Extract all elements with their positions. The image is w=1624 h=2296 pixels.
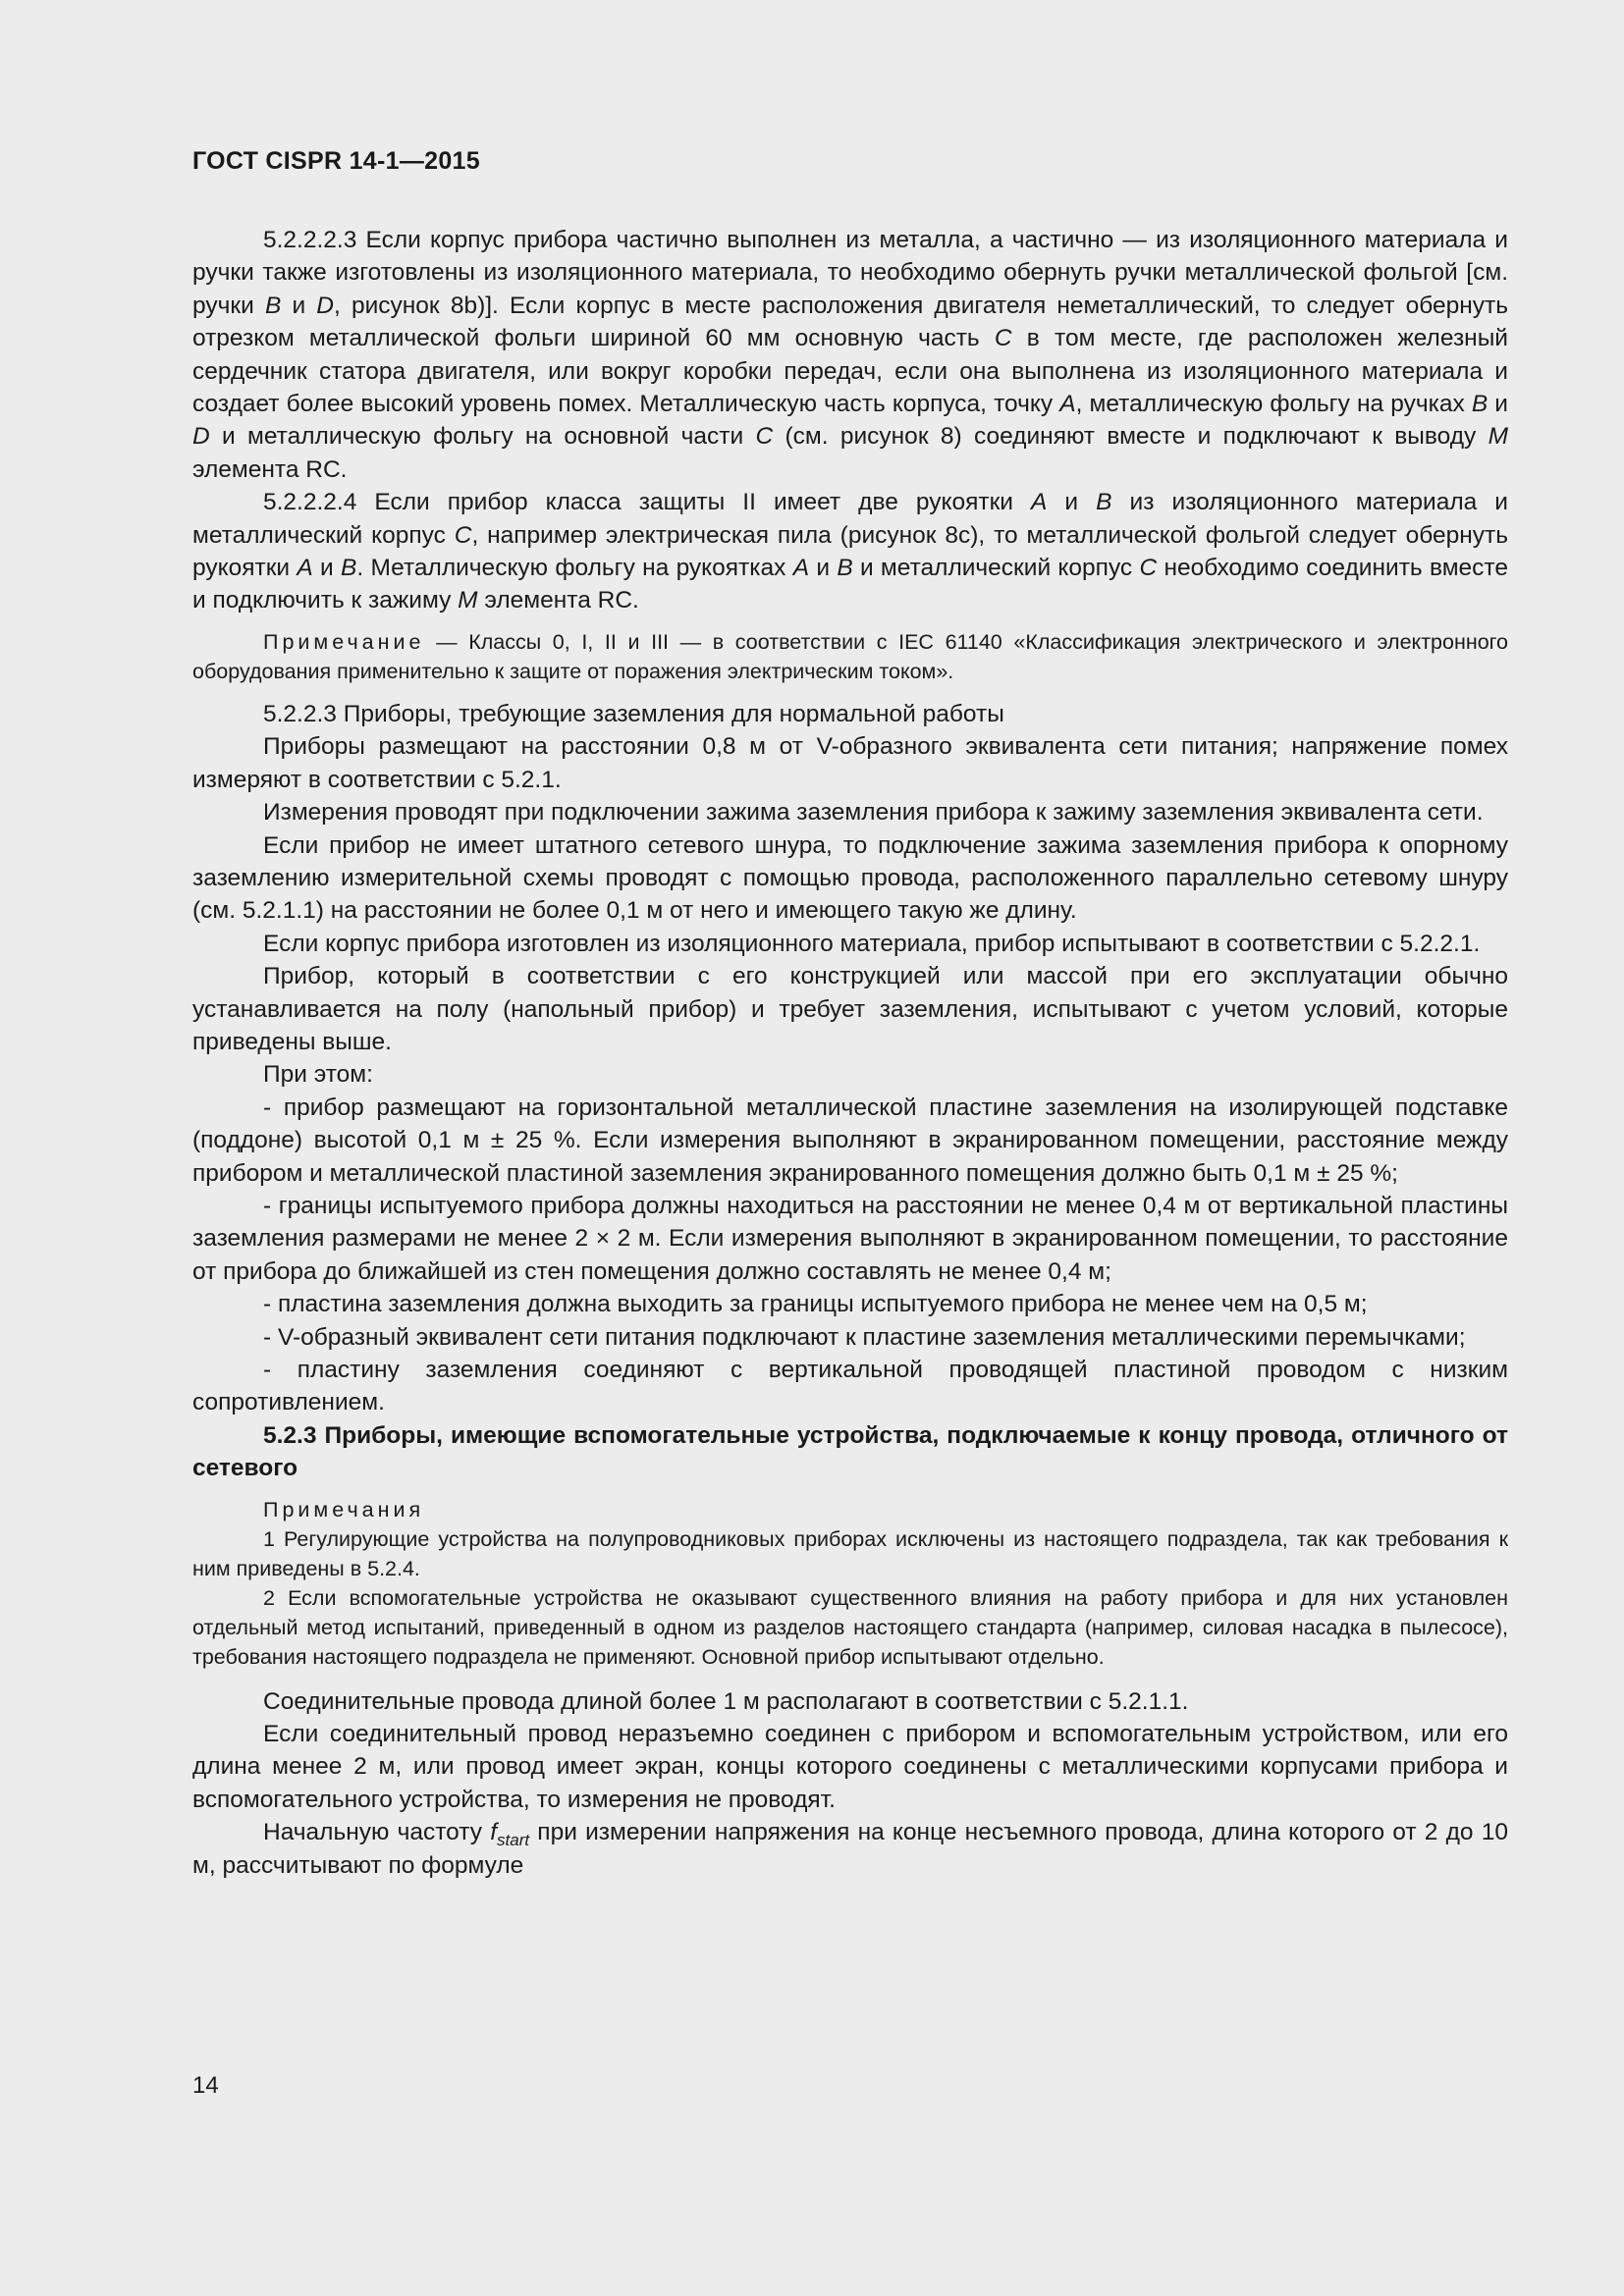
paragraph: Если соединительный провод неразъемно соединен с прибором и вспомогательным устройством, или его длина менее 2 м, или провод имеет экран, концы которого соединены с металлическими корпусами прибора и вспомогательного устройства, то измерения не проводят. <box>192 1721 1508 1813</box>
paragraph: Приборы размещают на расстоянии 0,8 м от V-образного эквивалента сети питания; напряжение помех измеряют в соответствии с 5.2.1. <box>192 733 1508 793</box>
paragraph-5-2-2-2-3: 5.2.2.2.3 Если корпус прибора частично выполнен из металла, а частично — из изоляционного материала и ручки также изготовлены из изоляционного материала, то необходимо обернуть ручки металлической фольгой [см. ручки B и D, рисунок 8b)]. Если корпус в месте расположения двигателя неметаллический, то следует обернуть отрезком металлической фольги шириной 60 мм основную часть C в том месте, где расположен железный сердечник статора двигателя, или вокруг коробки передач, если она выполнена из изоляционного материала и создает более высокий уровень помех. Металлическую часть корпуса, точку A, металлическую фольгу на ручках B и D и металлическую фольгу на основной части C (см. рисунок 8) соединяют вместе и подключают к выводу M элемента RC. <box>192 227 1508 483</box>
list-item: - пластина заземления должна выходить за границы испытуемого прибора не менее чем на 0,5 м; <box>263 1291 1368 1318</box>
note-item: 2 Если вспомогательные устройства не оказывают существенного влияния на работу прибора и для них установлен отдельный метод испытаний, приведенный в одном из разделов настоящего стандарта (например, силовая насадка в пылесосе), требования настоящего подраздела не применяют. Основной прибор испытывают отдельно. <box>192 1585 1508 1669</box>
note-item: 1 Регулирующие устройства на полупроводниковых приборах исключены из настоящего подраздела, так как требования к ним приведены в 5.2.4. <box>192 1526 1508 1580</box>
paragraph: Прибор, который в соответствии с его конструкцией или массой при его эксплуатации обычно устанавливается на полу (напольный прибор) и требует заземления, испытывают с учетом условий, которые приведены выше. <box>192 963 1508 1055</box>
paragraph: Измерения проводят при подключении зажима заземления прибора к зажиму заземления эквивалента сети. <box>263 799 1484 827</box>
section-5-2-3-title: 5.2.3 Приборы, имеющие вспомогательные устройства, подключаемые к концу провода, отличного от сетевого <box>192 1421 1508 1482</box>
page-number: 14 <box>192 2072 219 2099</box>
list-item: - границы испытуемого прибора должны находиться на расстоянии не менее 0,4 м от вертикальной пластины заземления размерами не менее 2 × 2 м. Если измерения выполняют в экранированном помещении, то расстояние от прибора до ближайшей из стен помещения должно составлять не менее 0,4 м; <box>192 1192 1508 1285</box>
paragraph: При этом: <box>263 1061 373 1089</box>
note-label: Примечание <box>263 629 425 654</box>
list-item: - пластину заземления соединяют с вертикальной проводящей пластиной проводом с низким сопротивлением. <box>192 1357 1508 1416</box>
list-item: - прибор размещают на горизонтальной металлической пластине заземления на изолирующей подставке (поддоне) высотой 0,1 м ± 25 %. Если измерения выполняют в экранированном помещении, расстояние между прибором и металлической пластиной заземления экранированного помещения должно быть 0,1 м ± 25 %; <box>192 1094 1508 1187</box>
notes-label: Примечания <box>263 1497 425 1522</box>
paragraph-start-frequency: Начальную частоту $f_{start}$ при измерении напряжения на конце несъемного провода, длина которого от 2 до 10 м, рассчитывают по формуле <box>192 1819 1508 1879</box>
notes-block <box>192 1495 1508 1672</box>
paragraph: Если корпус прибора изготовлен из изоляционного материала, прибор испытывают в соответствии с 5.2.2.1. <box>263 930 1481 957</box>
document-body <box>192 224 1508 1882</box>
paragraph: Если прибор не имеет штатного сетевого шнура, то подключение зажима заземления прибора к опорному заземлению измерительной схемы проводят с помощью провода, расположенного параллельно сетевому шнуру (см. 5.2.1.1) на расстоянии не более 0,1 м от него и имеющего такую же длину. <box>192 831 1508 925</box>
note-classes: Примечание — Классы 0, I, II и III — в соответствии с IEC 61140 «Классификация электрического и электронного оборудования применительно к защите от поражения электрическим током». <box>192 629 1508 683</box>
paragraph: Соединительные провода длиной более 1 м располагают в соответствии с 5.2.1.1. <box>263 1687 1189 1715</box>
paragraph-5-2-2-2-4: 5.2.2.2.4 Если прибор класса защиты II имеет две рукоятки A и B из изоляционного материала и металлический корпус C, например электрическая пила (рисунок 8c), то металлической фольгой следует обернуть рукоятки A и B. Металлическую фольгу на рукоятках A и B и металлический корпус C необходимо соединить вместе и подключить к зажиму M элемента RC. <box>192 489 1508 614</box>
section-5-2-2-3-title: 5.2.2.3 Приборы, требующие заземления для нормальной работы <box>263 700 1004 727</box>
document-header: ГОСТ CISPR 14-1—2015 <box>192 147 480 175</box>
list-item: - V-образный эквивалент сети питания подключают к пластине заземления металлическими перемычками; <box>263 1323 1466 1351</box>
